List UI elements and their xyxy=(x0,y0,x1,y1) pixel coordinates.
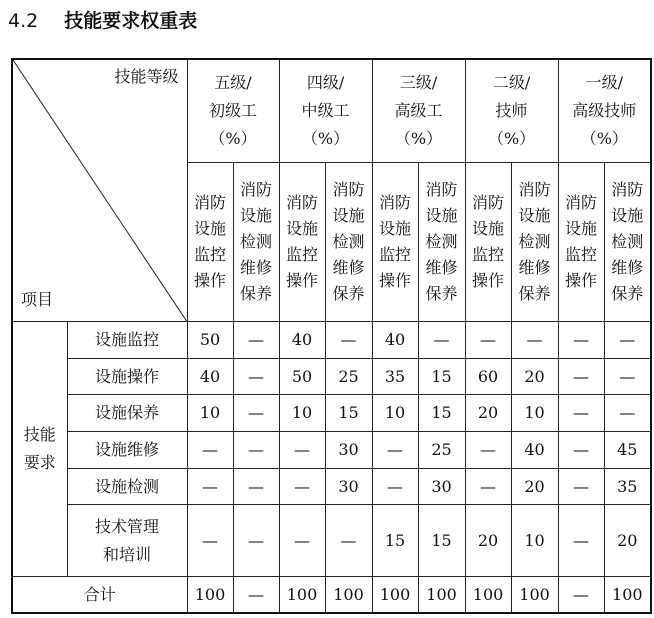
weight-cell: — xyxy=(558,505,604,577)
row-label xyxy=(67,359,187,395)
weight-cell: — xyxy=(325,321,372,358)
weight-cell: 35 xyxy=(372,359,418,395)
weight-cell: — xyxy=(465,432,511,469)
sub-header-line: 设施 xyxy=(240,205,273,225)
sub-header-monitor-operate xyxy=(187,162,233,321)
section-number: 4.2 xyxy=(8,10,39,32)
weight-cell: — xyxy=(187,432,233,469)
diagonal-header-cell xyxy=(12,59,187,321)
weight-cell: — xyxy=(233,395,279,432)
weight-cell: 45 xyxy=(604,432,651,469)
weight-cell: 50 xyxy=(279,359,325,395)
weight-cell: 15 xyxy=(325,395,372,432)
level-unit: （%） xyxy=(487,128,536,148)
sub-header-line: 维修 xyxy=(518,257,551,277)
sub-header-line: 设施 xyxy=(472,218,505,238)
level-line2: 中级工 xyxy=(301,100,350,120)
weight-cell: 40 xyxy=(187,359,233,395)
sub-header-line: 检测 xyxy=(240,231,273,251)
weight-cell: — xyxy=(604,359,651,395)
sub-header-line: 维修 xyxy=(240,257,273,277)
sub-header-line: 监控 xyxy=(286,244,319,264)
sub-header-monitor-operate xyxy=(465,162,511,321)
sub-header-line: 检测 xyxy=(425,231,458,251)
sub-header-monitor-operate xyxy=(279,162,325,321)
sub-header-line: 消防 xyxy=(193,192,226,212)
table-row xyxy=(12,359,651,395)
row-label-line: 设施检测 xyxy=(94,476,159,496)
level-line2: 技师 xyxy=(495,100,528,120)
level-line1: 一级/ xyxy=(585,72,623,92)
weight-cell: 10 xyxy=(511,505,558,577)
sub-header-line: 监控 xyxy=(565,244,598,264)
total-cell: 100 xyxy=(604,577,651,613)
weight-cell: 20 xyxy=(465,505,511,577)
weight-cell: 20 xyxy=(511,469,558,505)
sub-header-line: 设施 xyxy=(425,205,458,225)
sub-header-line: 保养 xyxy=(240,283,273,303)
level-line1: 五级/ xyxy=(214,72,252,92)
level-header-5 xyxy=(558,59,651,162)
row-label xyxy=(67,395,187,432)
weight-cell: 30 xyxy=(325,432,372,469)
row-label-line: 设施维修 xyxy=(94,440,159,460)
weight-cell: 20 xyxy=(604,505,651,577)
sub-header-line: 维修 xyxy=(332,257,365,277)
row-label-line: 设施操作 xyxy=(94,366,159,386)
sub-header-line: 操作 xyxy=(193,270,226,290)
table-row xyxy=(12,432,651,469)
weight-cell: — xyxy=(558,395,604,432)
weight-cell: 40 xyxy=(372,321,418,358)
weight-cell: — xyxy=(325,505,372,577)
table-row xyxy=(12,395,651,432)
section-title: 技能要求权重表 xyxy=(64,10,198,32)
weight-cell: 30 xyxy=(325,469,372,505)
weight-cell: — xyxy=(558,321,604,358)
level-line1: 四级/ xyxy=(306,72,345,92)
level-header-2 xyxy=(279,59,372,162)
weight-cell: — xyxy=(279,469,325,505)
level-line2: 高级工 xyxy=(394,100,443,120)
weight-cell: — xyxy=(372,432,418,469)
weight-cell: — xyxy=(604,321,651,358)
total-cell: 100 xyxy=(465,577,511,613)
total-cell: 100 xyxy=(187,577,233,613)
sub-header-line: 消防 xyxy=(565,192,598,212)
total-cell: — xyxy=(558,577,604,613)
weight-cell: — xyxy=(187,505,233,577)
weight-cell: — xyxy=(233,505,279,577)
table-row xyxy=(12,505,651,577)
total-cell: 100 xyxy=(279,577,325,613)
weight-cell: — xyxy=(558,359,604,395)
diagonal-line xyxy=(13,60,187,321)
table-row xyxy=(12,321,651,358)
sub-header-test-maintain xyxy=(511,162,558,321)
weight-cell: 40 xyxy=(511,432,558,469)
item-header: 项目 xyxy=(21,289,54,309)
group-label-line: 要求 xyxy=(23,453,56,473)
sub-header-test-maintain xyxy=(418,162,465,321)
level-unit: （%） xyxy=(301,128,350,148)
weight-cell: 20 xyxy=(511,359,558,395)
sub-header-line: 设施 xyxy=(379,218,412,238)
skill-requirement-group-label xyxy=(12,321,67,576)
sub-header-line: 设施 xyxy=(611,205,644,225)
total-label: 合计 xyxy=(12,577,187,613)
sub-header-monitor-operate xyxy=(558,162,604,321)
row-label-line: 设施监控 xyxy=(94,329,159,349)
weight-cell: 10 xyxy=(279,395,325,432)
weight-cell: 60 xyxy=(465,359,511,395)
sub-header-line: 操作 xyxy=(286,270,319,290)
sub-header-line: 消防 xyxy=(518,179,551,199)
sub-header-line: 消防 xyxy=(286,192,319,212)
sub-header-line: 设施 xyxy=(332,205,365,225)
level-header-1 xyxy=(187,59,279,162)
sub-header-monitor-operate xyxy=(372,162,418,321)
skill-weight-table xyxy=(11,58,652,614)
weight-cell: 10 xyxy=(187,395,233,432)
skill-level-header: 技能等级 xyxy=(114,67,179,86)
sub-header-line: 维修 xyxy=(425,257,458,277)
weight-cell: — xyxy=(279,432,325,469)
level-line2: 初级工 xyxy=(209,100,258,120)
weight-cell: — xyxy=(558,432,604,469)
sub-header-line: 保养 xyxy=(611,283,644,303)
level-header-4 xyxy=(465,59,558,162)
weight-cell: 15 xyxy=(418,395,465,432)
sub-header-line: 消防 xyxy=(379,192,412,212)
sub-header-line: 检测 xyxy=(611,231,644,251)
sub-header-line: 消防 xyxy=(425,179,458,199)
level-line1: 三级/ xyxy=(399,72,438,92)
weight-cell: 15 xyxy=(372,505,418,577)
weight-cell: 10 xyxy=(372,395,418,432)
level-unit: （%） xyxy=(580,128,628,148)
level-header-3 xyxy=(372,59,465,162)
weight-cell: 25 xyxy=(325,359,372,395)
weight-cell: — xyxy=(558,469,604,505)
sub-header-line: 保养 xyxy=(518,283,551,303)
weight-cell: — xyxy=(233,432,279,469)
sub-header-line: 设施 xyxy=(193,218,226,238)
sub-header-test-maintain xyxy=(233,162,279,321)
sub-header-line: 检测 xyxy=(518,231,551,251)
row-label xyxy=(67,469,187,505)
sub-header-line: 消防 xyxy=(472,192,505,212)
sub-header-test-maintain xyxy=(325,162,372,321)
sub-header-line: 维修 xyxy=(611,257,644,277)
weight-cell: — xyxy=(465,321,511,358)
weight-cell: 15 xyxy=(418,505,465,577)
total-cell: 100 xyxy=(325,577,372,613)
weight-cell: 35 xyxy=(604,469,651,505)
weight-cell: 15 xyxy=(418,359,465,395)
weight-cell: 10 xyxy=(511,395,558,432)
weight-cell: — xyxy=(465,469,511,505)
row-label-line: 技术管理 xyxy=(94,516,159,536)
group-label-line: 技能 xyxy=(23,425,56,445)
weight-cell: — xyxy=(604,395,651,432)
weight-cell: — xyxy=(511,321,558,358)
sub-header-line: 检测 xyxy=(332,231,365,251)
level-unit: （%） xyxy=(209,128,257,148)
level-unit: （%） xyxy=(394,128,443,148)
sub-header-line: 操作 xyxy=(565,270,598,290)
sub-header-line: 保养 xyxy=(332,283,365,303)
level-line2: 高级技师 xyxy=(572,100,637,120)
sub-header-line: 监控 xyxy=(193,244,226,264)
weight-cell: 20 xyxy=(465,395,511,432)
section-heading xyxy=(8,6,197,36)
sub-header-test-maintain xyxy=(604,162,651,321)
row-label xyxy=(67,505,187,577)
sub-header-line: 监控 xyxy=(379,244,412,264)
sub-header-line: 消防 xyxy=(332,179,365,199)
sub-header-line: 操作 xyxy=(472,270,505,290)
weight-cell: 25 xyxy=(418,432,465,469)
table-row xyxy=(12,469,651,505)
weight-cell: — xyxy=(279,505,325,577)
weight-cell: — xyxy=(233,469,279,505)
row-label-line: 设施保养 xyxy=(94,403,159,423)
total-cell: — xyxy=(233,577,279,613)
weight-cell: — xyxy=(187,469,233,505)
row-label xyxy=(67,321,187,358)
sub-header-line: 消防 xyxy=(611,179,644,199)
weight-cell: 40 xyxy=(279,321,325,358)
weight-cell: — xyxy=(233,321,279,358)
weight-cell: 30 xyxy=(418,469,465,505)
weight-cell: — xyxy=(418,321,465,358)
sub-header-line: 监控 xyxy=(472,244,505,264)
total-row xyxy=(12,577,651,613)
row-label-line: 和培训 xyxy=(102,544,151,564)
sub-header-line: 消防 xyxy=(240,179,273,199)
weight-cell: 50 xyxy=(187,321,233,358)
sub-header-line: 设施 xyxy=(565,218,598,238)
total-cell: 100 xyxy=(372,577,418,613)
sub-header-line: 设施 xyxy=(286,218,319,238)
row-label xyxy=(67,432,187,469)
weight-cell: — xyxy=(372,469,418,505)
level-line1: 二级/ xyxy=(492,72,531,92)
total-cell: 100 xyxy=(418,577,465,613)
sub-header-line: 设施 xyxy=(518,205,551,225)
weight-cell: — xyxy=(233,359,279,395)
sub-header-line: 操作 xyxy=(379,270,412,290)
sub-header-line: 保养 xyxy=(425,283,458,303)
total-cell: 100 xyxy=(511,577,558,613)
